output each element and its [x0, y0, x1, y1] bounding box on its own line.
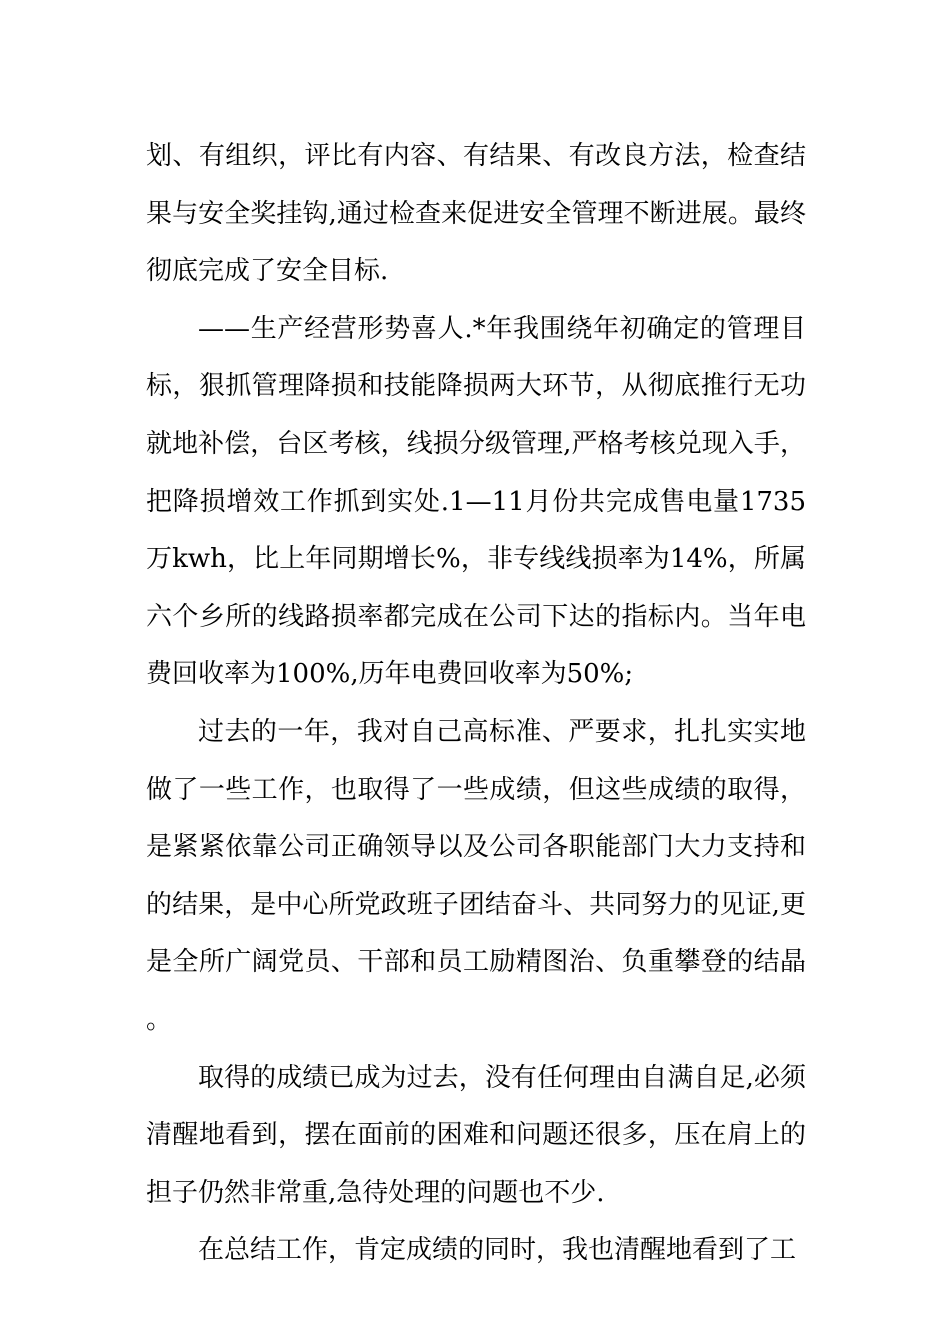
document-body [146, 128, 806, 1280]
paragraph-remaining-problems: 取得的成绩已成为过去，没有任何理由自满自足,必须清醒地看到，摆在面前的困难和问题还很多，压在肩上的担子仍然非常重,急待处理的问题也不少. [146, 1062, 806, 1208]
paragraph-past-year-review: 过去的一年，我对自己高标准、严要求，扎扎实实地做了一些工作，也取得了一些成绩，但这些成绩的取得，是紧紧依靠公司正确领导以及公司各职能部门大力支持和的结果，是中心所党政班子团结奋斗、共同努力的见证,更是全所广阔党员、干部和员工励精图治、负重攀登的结晶。 [146, 716, 806, 1035]
paragraph-safety-goal: 划、有组织，评比有内容、有结果、有改良方法，检查结果与安全奖挂钩,通过检查来促进安全管理不断进展。最终彻底完成了安全目标. [146, 141, 806, 287]
paragraph-production-performance: ——生产经营形势喜人.*年我围绕年初确定的管理目标，狠抓管理降损和技能降损两大环节，从彻底推行无功就地补偿，台区考核，线损分级管理,严格考核兑现入手，把降损增效工作抓到实处.1—11月份共完成售电量1735万kwh，比上年同期增长%，非专线线损率为14%，所属六个乡所的线路损率都完成在公司下达的指标内。当年电费回收率为100%,历年电费回收率为50%; [146, 313, 806, 690]
paragraph-summary-start: 在总结工作，肯定成绩的同时，我也清醒地看到了工 [198, 1235, 797, 1266]
